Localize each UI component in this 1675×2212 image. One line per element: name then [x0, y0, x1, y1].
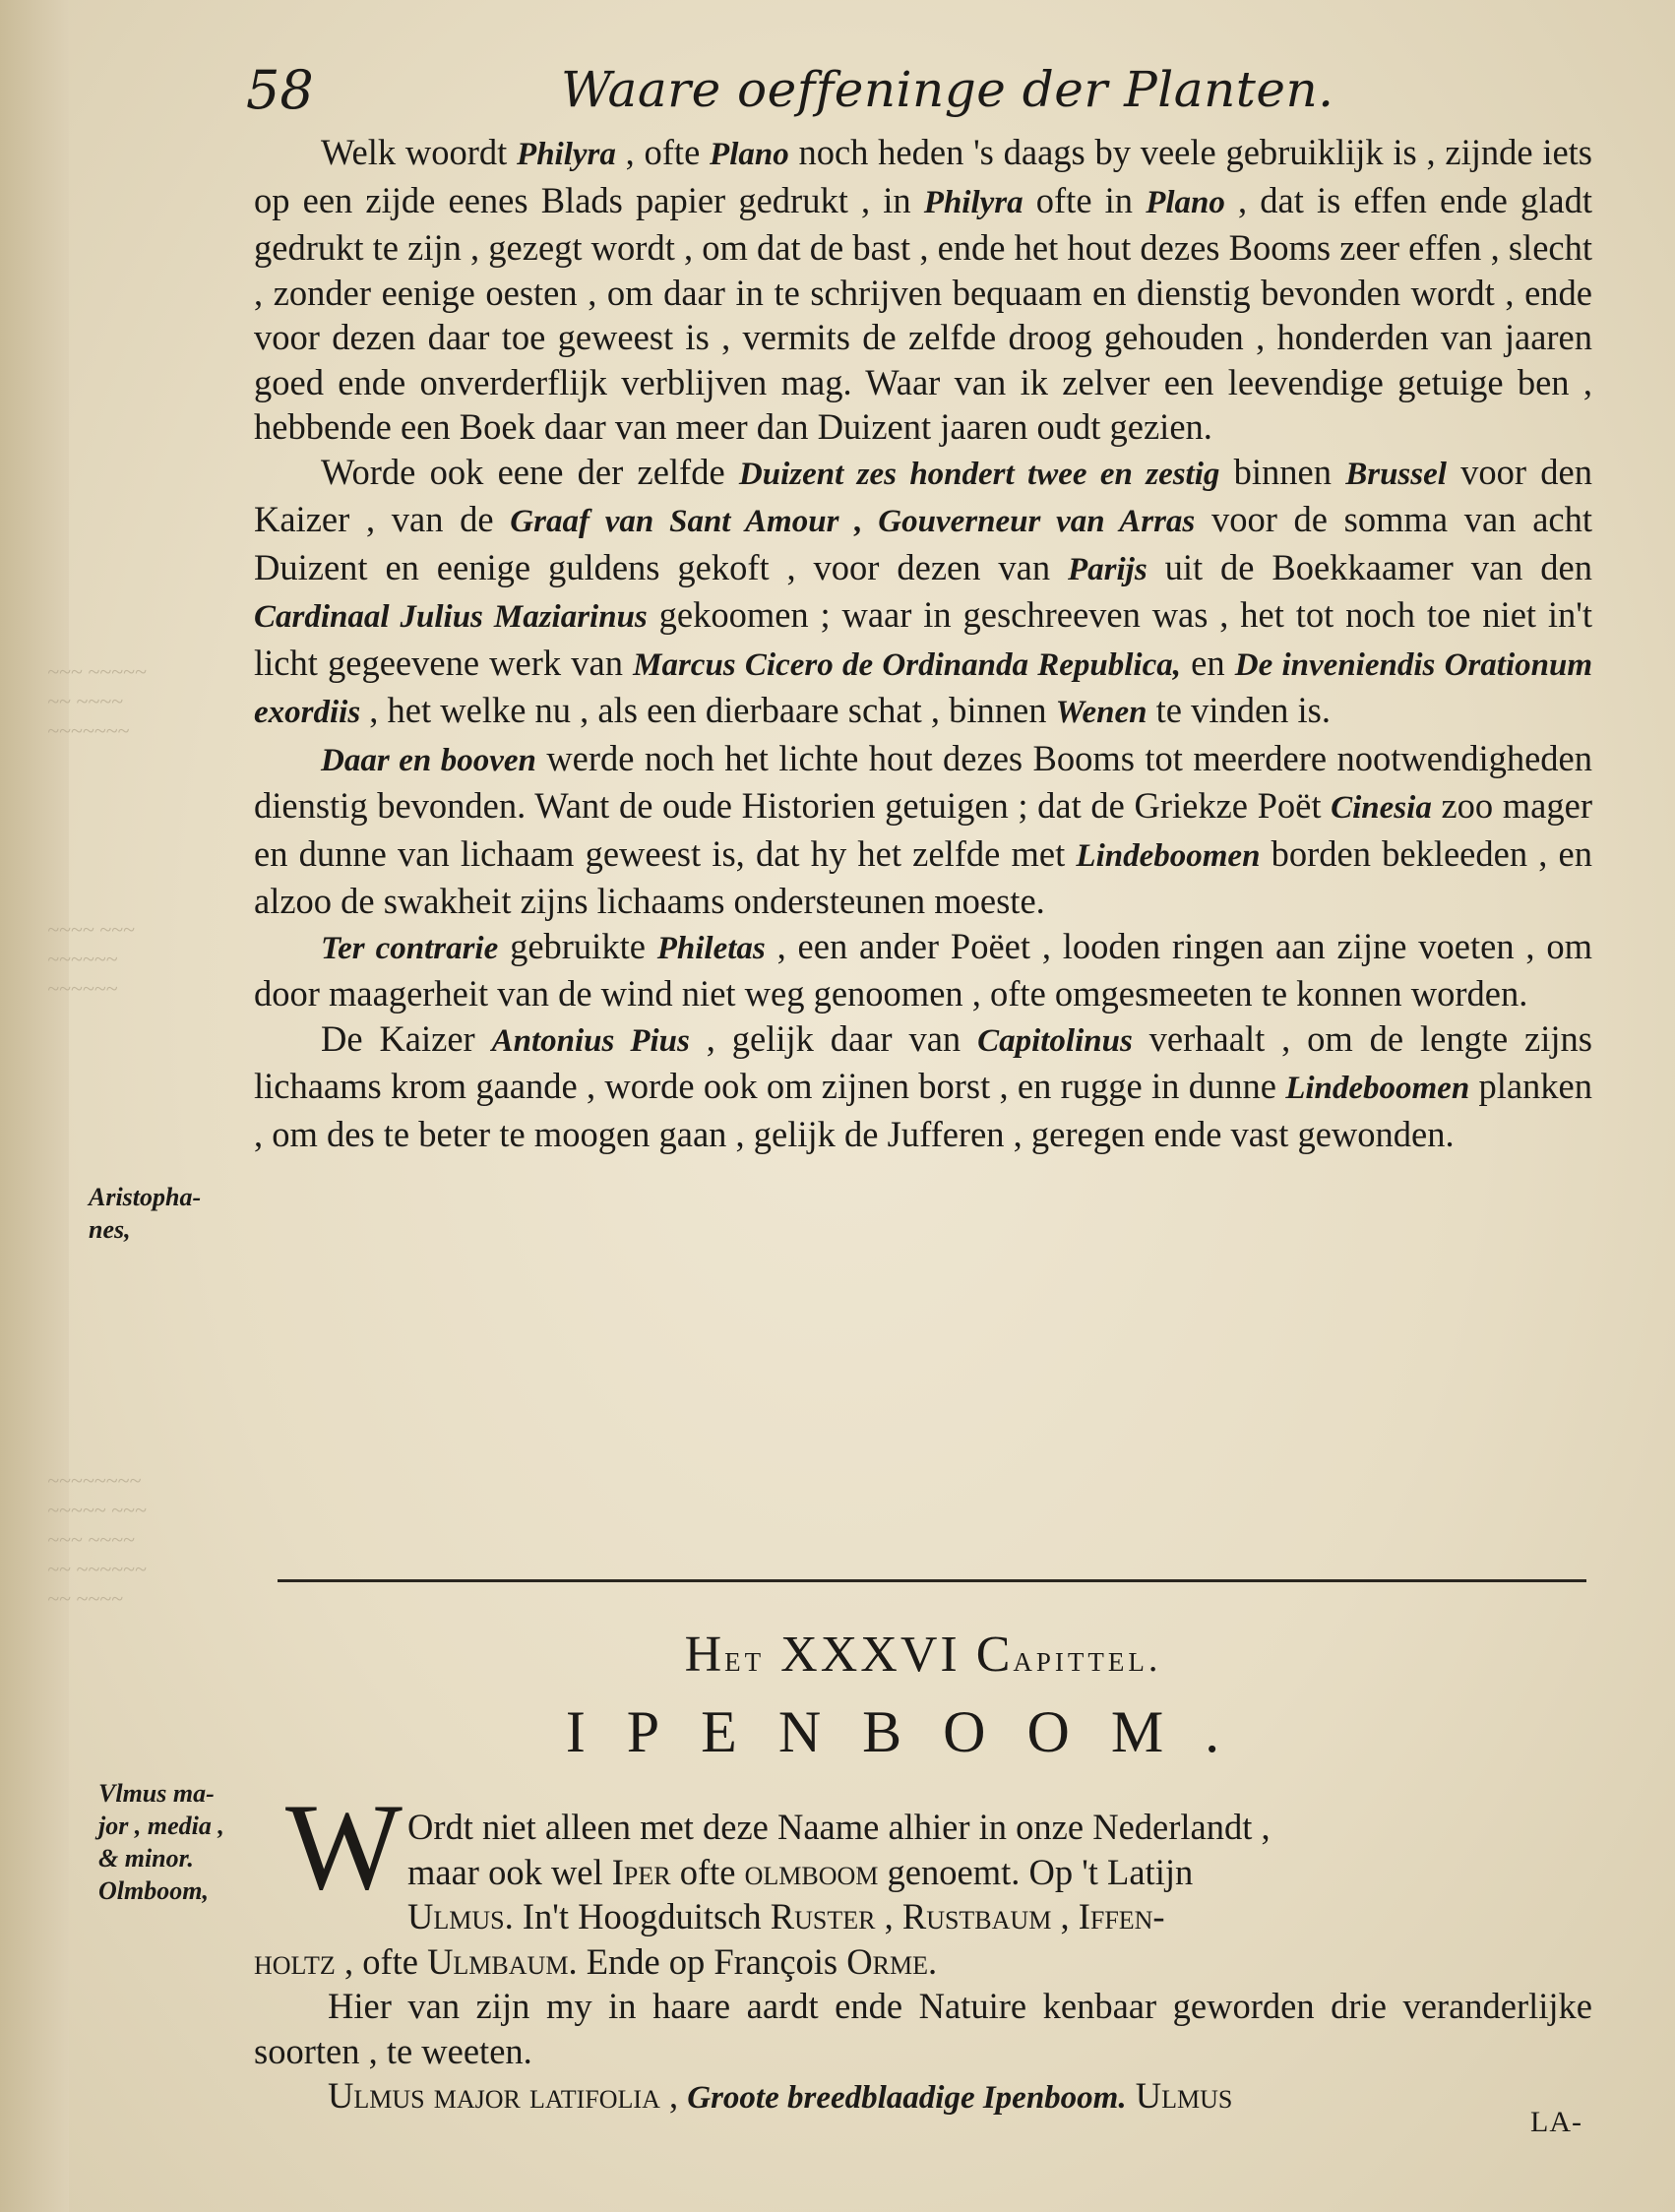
- catchword: LA-: [1530, 2106, 1582, 2138]
- margin-note-ulmus: Vlmus ma- jor , media , & minor. Olmboom,: [98, 1779, 224, 1905]
- page-gutter: [0, 0, 69, 2212]
- page-number: 58: [246, 59, 314, 121]
- paragraph: De Kaizer Antonius Pius , gelijk daar van Capitolinus verhaalt , om de lengte zijns lichaams krom gaande , worde ook om zijnen borst , en rugge in dunne Lindeboomen planken , om des te beter te moogen gaan , gelijk de Jufferen , geregen ende vast gewonden.: [254, 1017, 1593, 1154]
- margin-note-aristophanes: Aristopha- nes,: [89, 1183, 202, 1244]
- paragraph: Worde ook eene der zelfde Duizent zes hondert twee en zestig binnen Brussel voor den Kaizer , van de Graaf van Sant Amour , Gouverneur van Arras voor de somma van acht Duizent en eenige guldens gekoft , voor dezen van Parijs uit de Boekkaamer van den Cardinaal Julius Maziarinus gekoomen ; waar in geschreeven was , het tot noch toe niet in't licht gegeevene werk van Marcus Cicero de Ordinanda Republica, en De inveniendis Orationum exordiis , het welke nu , als een dierbaare schat , binnen Wenen te vinden is.: [254, 451, 1593, 730]
- main-text: [254, 130, 1592, 1156]
- show-through-text: ~~~~ ~~~ ~~~~~~ ~~~~~~: [47, 917, 135, 1001]
- drop-capital: W: [285, 1779, 403, 1916]
- show-through-text: ~~~~~~~~ ~~~~~ ~~~ ~~~ ~~~~ ~~ ~~~~~~ ~~ ~~~~: [47, 1468, 147, 1611]
- entry-text: Ordt niet alleen met deze Naame alhier in onze Nederlandt , maar ook wel Iper ofte olmboom genoemt. Op 't Latijn Ulmus. In't Hoogduitsch Ruster , Rustbaum , Iffen- holtz , ofte Ulmbaum. Ende op François Orme. Hier van zijn my in haare aardt ende Natuire kenbaar geworden drie veranderlijke soorten , te weeten. Ulmus major latifolia , Groote breedblaadige Ipenboom. Ulmus: [254, 1805, 1592, 2121]
- paragraph: Daar en booven werde noch het lichte hout dezes Booms tot meerdere nootwendigheden dienstig bevonden. Want de oude Historien getuigen ; dat de Griekze Poët Cinesia zoo mager en dunne van lichaam geweest is, dat hy het zelfde met Lindeboomen borden bekleeden , en alzoo de swakheit zijns lichaams ondersteunen moeste.: [254, 737, 1593, 921]
- paragraph: Hier van zijn my in haare aardt ende Natuire kenbaar geworden drie veranderlijke soorten , te weeten.: [254, 1986, 1592, 2071]
- section-title: IPENBOOM.: [565, 1699, 1262, 1764]
- paragraph: Ulmus major latifolia , Groote breedblaadige Ipenboom. Ulmus: [328, 2075, 1233, 2116]
- paragraph: Welk woordt Philyra , ofte Plano noch heden 's daags by veele gebruiklijk is , zijnde iets op een zijde eenes Blads papier gedrukt , in Philyra ofte in Plano , dat is effen ende gladt gedrukt te zijn , gezegt wordt , om dat de bast , ende het hout dezes Booms zeer effen , slecht , zonder eenige oesten , om daar in te schrijven bequaam en dienstig bevonden wordt , ende voor dezen daar toe geweest is , vermits de zelfde droog gehouden , honderden van jaaren goed ende onverderflijk verblijven mag. Waar van ik zelver een leevendige getuige ben , hebbende een Boek daar van meer dan Duizent jaaren oudt gezien.: [254, 132, 1592, 447]
- paragraph: Ter contrarie gebruikte Philetas , een ander Poëet , looden ringen aan zijne voeten , om door maagerheit van de wind niet weg genoomen , ofte omgesmeeten te konnen worden.: [254, 925, 1592, 1014]
- running-title: Waare oeffeninge der Planten.: [561, 61, 1334, 118]
- show-through-text: ~~~ ~~~~~ ~~ ~~~~ ~~~~~~~: [47, 659, 147, 743]
- page-header: [246, 59, 1604, 128]
- chapter-heading: Het XXXVI Capittel.: [684, 1627, 1162, 1683]
- section-rule: [278, 1579, 1586, 1582]
